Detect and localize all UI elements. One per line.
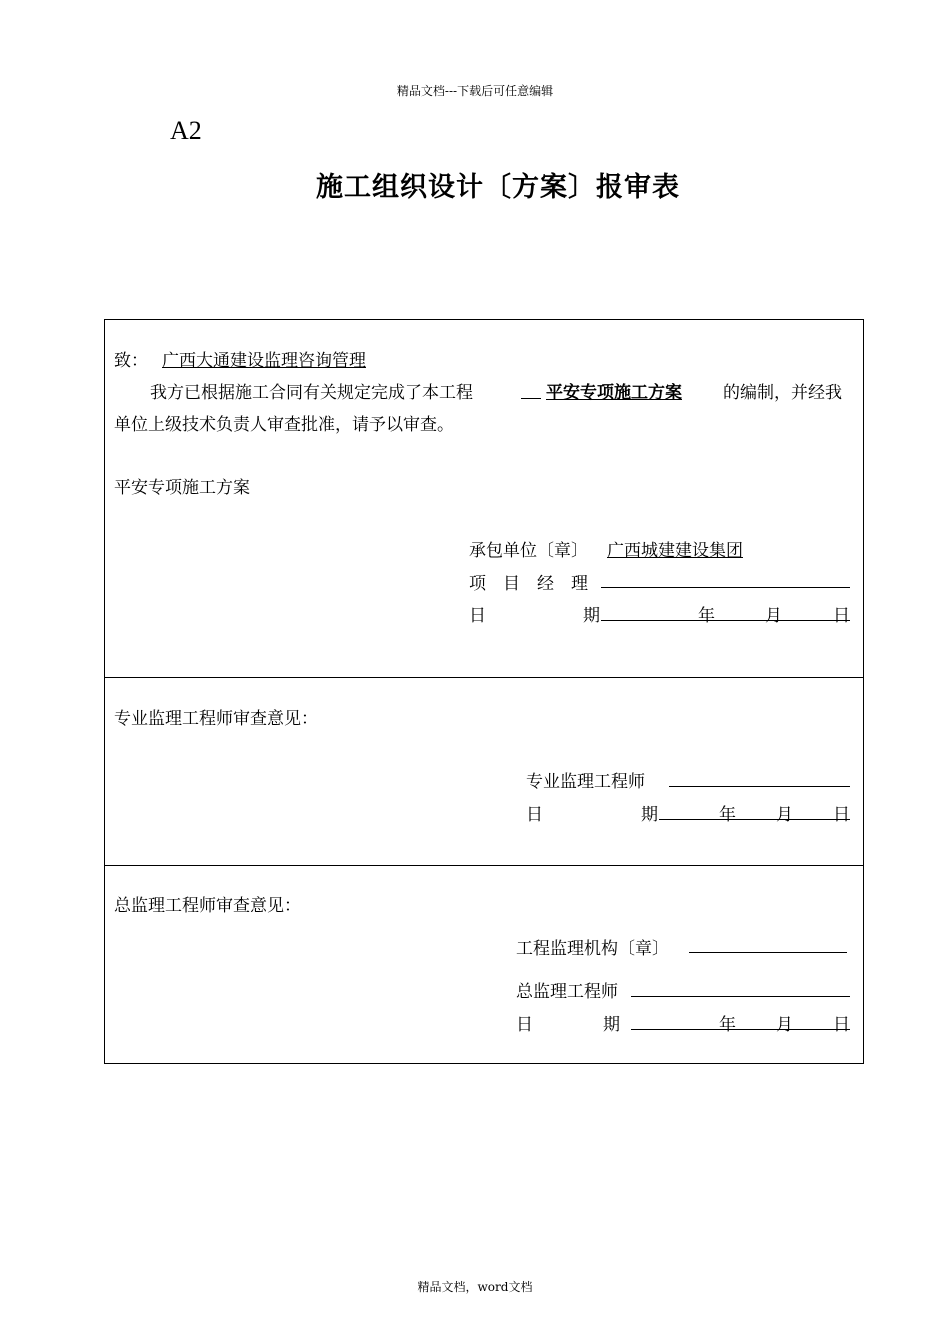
project-underline-lead (521, 398, 541, 399)
day-label: 日 (833, 1015, 850, 1035)
manager-label: 项 目 经 理 (469, 574, 588, 594)
body-line2: 单位上级技术负责人审查批准，请予以审查。 (114, 415, 454, 435)
page-title: 施工组织设计〔方案〕报审表 (316, 172, 680, 203)
contractor-value: 广西城建建设集团 (607, 541, 743, 561)
section-divider (105, 865, 863, 866)
month-label: 月 (776, 1015, 793, 1035)
date-label-right: 期 (641, 805, 658, 825)
body-suffix: 的编制，并经我 (723, 383, 842, 403)
engineer-field[interactable] (669, 786, 850, 787)
year-label: 年 (719, 805, 736, 825)
engineer-label: 专业监理工程师 (526, 772, 645, 792)
date-label-left: 日 (469, 606, 486, 626)
date-label-right: 期 (603, 1015, 620, 1035)
approval-form (104, 319, 864, 1064)
date-label-left: 日 (526, 805, 543, 825)
footer-note: 精品文档，word文档 (417, 1280, 533, 1294)
chief-field[interactable] (631, 996, 850, 997)
header-note: 精品文档---下载后可任意编辑 (396, 84, 554, 98)
date-label-right: 期 (583, 606, 600, 626)
manager-field[interactable] (601, 587, 850, 588)
month-label: 月 (765, 606, 782, 626)
to-label: 致： (114, 351, 148, 371)
body-prefix: 我方已根据施工合同有关规定完成了本工程 (150, 383, 473, 403)
project-name: 平安专项施工方案 (546, 383, 682, 403)
date-label-left: 日 (516, 1015, 533, 1035)
org-field[interactable] (689, 952, 847, 953)
date-field[interactable] (659, 819, 850, 820)
year-label: 年 (698, 606, 715, 626)
month-label: 月 (776, 805, 793, 825)
date-field[interactable] (601, 620, 850, 621)
form-code: A2 (170, 116, 202, 145)
year-label: 年 (719, 1015, 736, 1035)
day-label: 日 (833, 606, 850, 626)
attachment-name: 平安专项施工方案 (114, 478, 250, 498)
section-divider (105, 677, 863, 678)
day-label: 日 (833, 805, 850, 825)
date-field[interactable] (631, 1029, 850, 1030)
recipient-name: 广西大通建设监理咨询管理 (162, 351, 366, 371)
chief-label: 总监理工程师 (516, 982, 618, 1002)
org-label: 工程监理机构〔章〕 (516, 939, 669, 959)
section2-heading: 专业监理工程师审查意见： (114, 709, 318, 729)
section3-heading: 总监理工程师审查意见： (114, 896, 301, 916)
contractor-label: 承包单位〔章〕 (469, 541, 588, 561)
